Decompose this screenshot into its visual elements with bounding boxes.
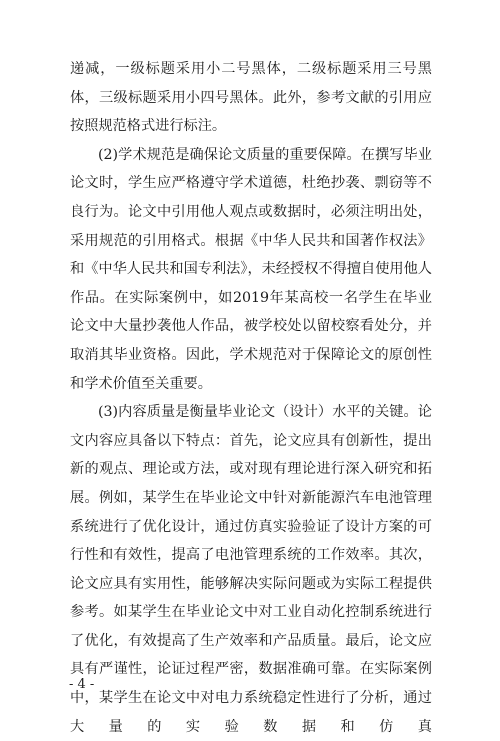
- paragraph-continuation: 递减，一级标题采用小二号黑体，二级标题采用三号黑体，三级标题采用小四号黑体。此外，参考文献的引用应按照规范格式进行标注。: [70, 61, 432, 135]
- page-number: - 4 -: [69, 677, 95, 692]
- paragraph-academic-norms: (2)学术规范是确保论文质量的重要保障。在撰写毕业论文时，学生应严格遵守学术道德，杜绝抄袭、剽窃等不良行为。论文中引用他人观点或数据时，必须注明出处，采用规范的引用格式。根据《中华人民共和国著作权法》和《中华人民共和国专利法》，未经授权不得擅自使用他人作品。在实际案例中，如2019年某高校一名学生在毕业论文中大量抄袭他人作品，被学校处以留校察看处分，并取消其毕业资格。因此，学术规范对于保障论文的原创性和学术价值至关重要。: [70, 146, 432, 392]
- paragraph-content-quality: (3)内容质量是衡量毕业论文（设计）水平的关键。论文内容应具备以下特点：首先，论文应具有创新性，提出新的观点、理论或方法，或对现有理论进行深入研究和拓展。例如，某学生在毕业论文中针对新能源汽车电池管理系统进行了优化设计，通过仿真实验验证了设计方案的可行性和有效性，提高了电池管理系统的工作效率。其次，论文应具有实用性，能够解决实际问题或为实际工程提供参考。如某学生在毕业论文中对工业自动化控制系统进行了优化，有效提高了生产效率和产品质量。最后，论文应具有严谨性，论证过程严密，数据准确可靠。在实际案例中，某学生在论文中对电力系统稳定性进行了分析，通过大量的实验数据和仿真: [70, 404, 432, 735]
- body-text: [70, 55, 432, 741]
